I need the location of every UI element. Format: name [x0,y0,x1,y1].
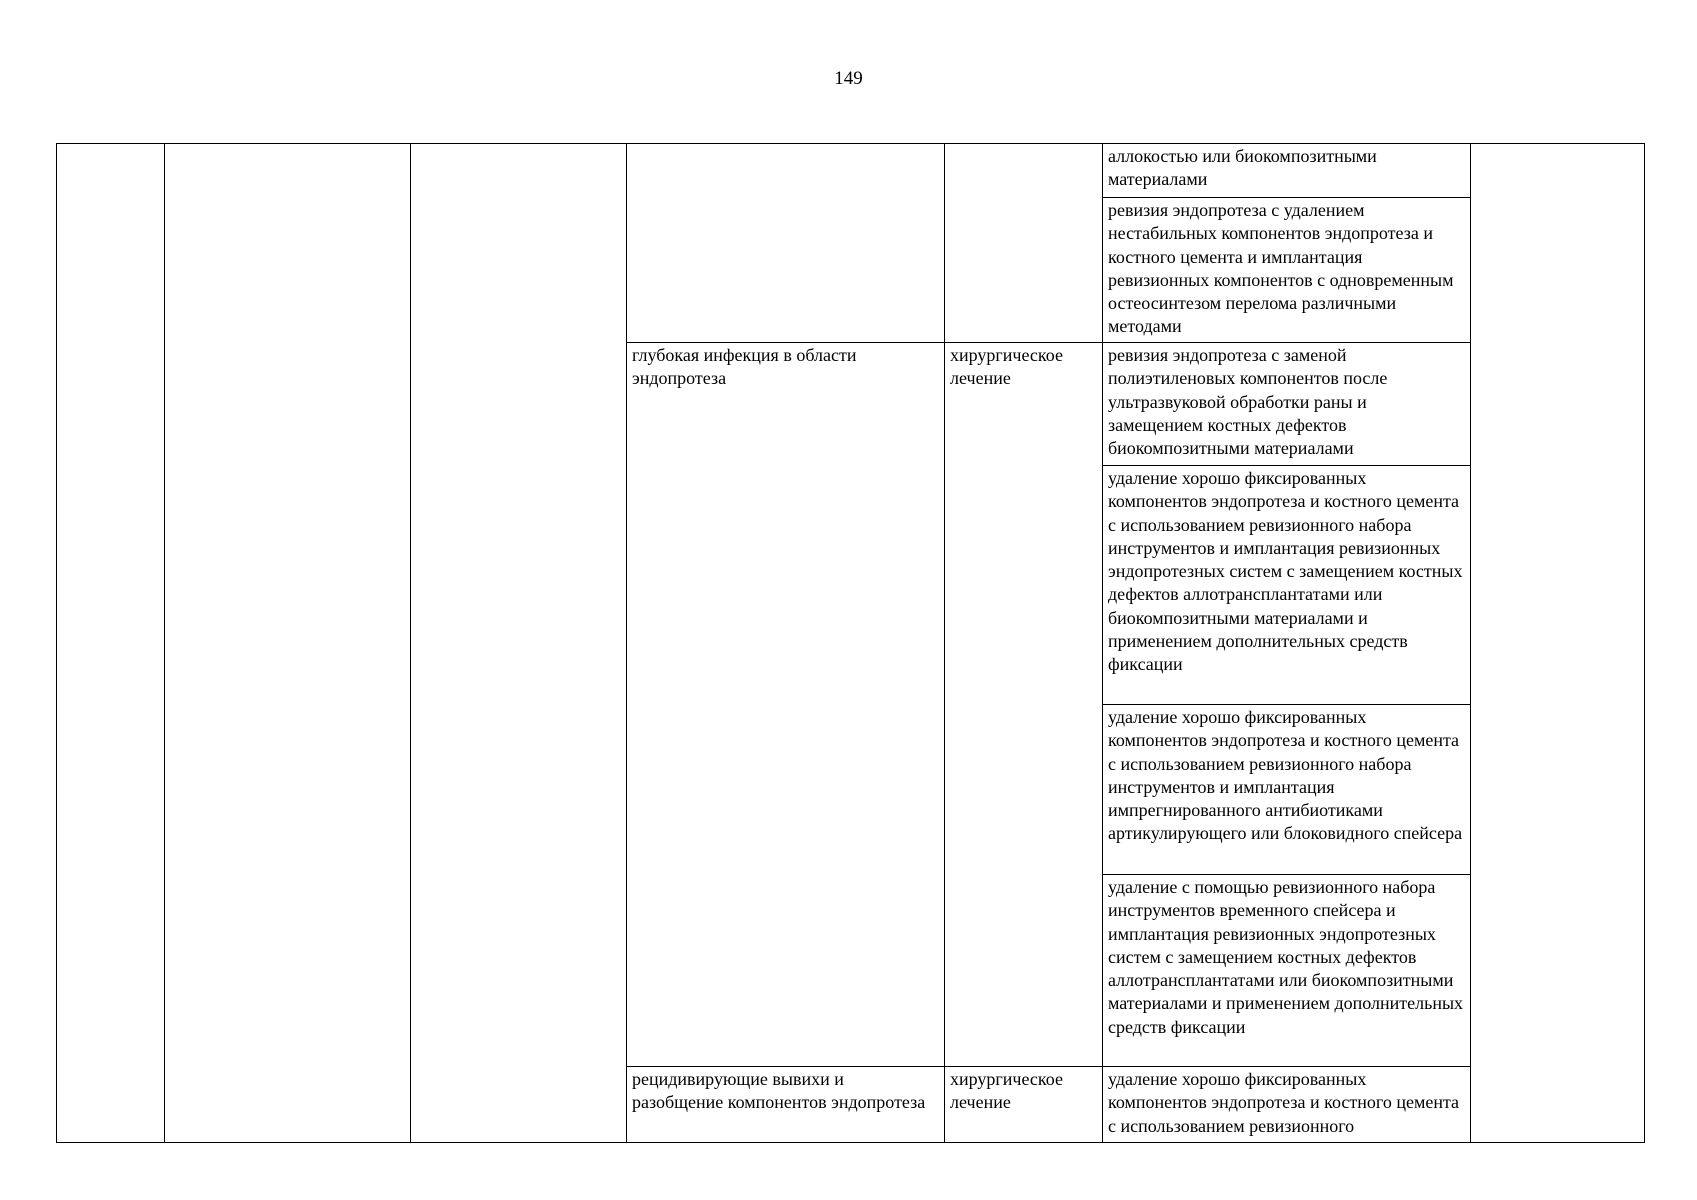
page-number: 149 [834,68,863,89]
method-cell: ревизия эндопротеза с заменой полиэтиленовых компонентов после ультразвуковой обработки раны и замещением костных дефектов биокомпозитными материалами [1103,343,1471,466]
treatment-cell: хирургическое лечение [945,1067,1103,1143]
cell-col-standard [1471,144,1645,1143]
cell-col-number [57,144,165,1143]
cell-diagnosis-empty [627,144,945,343]
diagnosis-cell: глубокая инфекция в области эндопротеза [627,343,945,1067]
cell-col-direction [165,144,411,1143]
method-cell: аллокостью или биокомпозитными материалами [1103,144,1471,198]
method-cell: удаление хорошо фиксированных компонентов эндопротеза и костного цемента с использованием ревизионного набора инструментов и имплантация ревизионных эндопротезных систем с замещением костных дефектов аллотрансплантатами или биокомпозитными материалами и применением дополнительных средств фиксации [1103,466,1471,705]
treatment-cell: хирургическое лечение [945,343,1103,1067]
cell-col-code [411,144,627,1143]
method-cell: удаление с помощью ревизионного набора инструментов временного спейсера и имплантация ревизионных эндопротезных систем с замещением костных дефектов аллотрансплантатами или биокомпозитными материалами и применением дополнительных средств фиксации [1103,875,1471,1067]
procedures-table [56,143,1645,1143]
diagnosis-cell: рецидивирующие вывихи и разобщение компонентов эндопротеза [627,1067,945,1143]
method-cell: удаление хорошо фиксированных компонентов эндопротеза и костного цемента с использованием ревизионного [1103,1067,1471,1143]
cell-treatment-empty [945,144,1103,343]
method-cell: удаление хорошо фиксированных компонентов эндопротеза и костного цемента с использованием ревизионного набора инструментов и имплантация импрегнированного антибиотиками артикулирующего или блоковидного спейсера [1103,705,1471,875]
table-row [57,144,1645,198]
method-cell: ревизия эндопротеза с удалением нестабильных компонентов эндопротеза и костного цемента и имплантация ревизионных компонентов с одновременным остеосинтезом перелома различными методами [1103,198,1471,343]
